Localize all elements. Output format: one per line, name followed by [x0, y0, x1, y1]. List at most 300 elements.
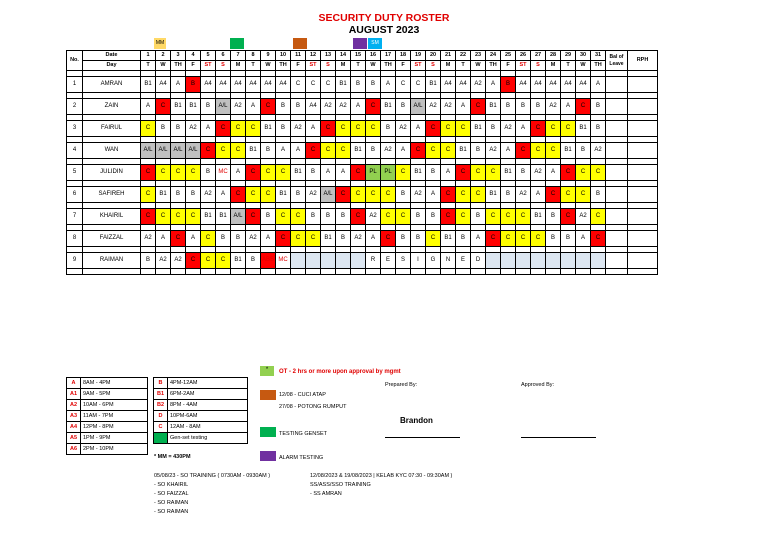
legend-time: 6PM-2AM — [168, 389, 248, 400]
date-cell: 16 — [366, 51, 381, 61]
shift-cell: B — [546, 209, 561, 225]
spacer-cell — [471, 269, 486, 275]
shift-cell: C — [501, 209, 516, 225]
shift-cell: PL — [366, 165, 381, 181]
shift-cell: D — [471, 253, 486, 269]
alarm-marker — [353, 38, 367, 49]
date-cell: 25 — [501, 51, 516, 61]
row-number: 7 — [67, 209, 83, 225]
shift-cell: A4 — [261, 77, 276, 93]
shift-cell: C — [396, 165, 411, 181]
shift-cell: A4 — [561, 77, 576, 93]
shift-cell: A — [276, 143, 291, 159]
row-number: 5 — [67, 165, 83, 181]
shift-cell: C — [306, 231, 321, 247]
alarm-swatch — [260, 451, 276, 461]
shift-cell: B1 — [201, 209, 216, 225]
roster-row — [67, 165, 658, 181]
shift-cell: B — [336, 209, 351, 225]
legend-time: 8AM - 4PM — [81, 378, 148, 389]
spacer-cell — [426, 269, 441, 275]
shift-cell: A2 — [471, 77, 486, 93]
shift-cell: B — [231, 231, 246, 247]
shift-cell: A — [591, 77, 606, 93]
shift-cell: A — [576, 231, 591, 247]
shift-cell: B1 — [321, 231, 336, 247]
shift-cell: A — [396, 143, 411, 159]
shift-cell: A — [411, 121, 426, 137]
shift-cell: C — [291, 209, 306, 225]
ot-swatch: * — [260, 366, 274, 376]
shift-cell: C — [456, 165, 471, 181]
shift-legend-a — [66, 377, 148, 455]
day-cell: F — [501, 61, 516, 71]
mm-note: * MM = 430PM — [154, 454, 191, 460]
date-cell: 26 — [516, 51, 531, 61]
row-number: 6 — [67, 187, 83, 203]
shift-cell: B — [546, 231, 561, 247]
legend-time: 8PM - 4AM — [168, 400, 248, 411]
shift-cell: B1 — [471, 121, 486, 137]
balance-leave-cell — [606, 143, 628, 159]
shift-cell: C — [486, 165, 501, 181]
spacer-cell — [186, 269, 201, 275]
shift-cell: C — [336, 143, 351, 159]
shift-cell: C — [156, 209, 171, 225]
shift-cell: A4 — [231, 77, 246, 93]
genset-swatch — [260, 427, 276, 437]
roster-row — [67, 253, 658, 269]
shift-cell: A/L — [186, 143, 201, 159]
shift-cell: C — [261, 187, 276, 203]
shift-cell: B1 — [561, 143, 576, 159]
shift-cell: B — [531, 99, 546, 115]
genset-marker — [230, 38, 244, 49]
shift-cell: A2 — [576, 209, 591, 225]
spacer-cell — [516, 269, 531, 275]
spacer-cell — [306, 269, 321, 275]
shift-cell: A2 — [516, 187, 531, 203]
date-cell: 24 — [486, 51, 501, 61]
shift-cell: C — [141, 121, 156, 137]
shift-cell: C — [411, 143, 426, 159]
legend-time: Gen-set testing — [168, 433, 248, 444]
shift-cell: C — [561, 165, 576, 181]
shift-cell: C — [486, 231, 501, 247]
shift-cell: A/L — [156, 143, 171, 159]
shift-cell: C — [441, 209, 456, 225]
shift-cell: A2 — [141, 231, 156, 247]
header-balance-of-leave: Bal of Leave — [606, 51, 628, 71]
shift-cell: B1 — [186, 99, 201, 115]
balance-leave-cell — [606, 231, 628, 247]
legend-time: 9AM - 5PM — [81, 389, 148, 400]
shift-cell: C — [351, 165, 366, 181]
staff-name: SAFIREH — [83, 187, 141, 203]
staff-name: ZAIN — [83, 99, 141, 115]
header-no: No. — [67, 51, 83, 71]
shift-cell: B — [201, 165, 216, 181]
date-cell: 20 — [426, 51, 441, 61]
shift-cell: C — [171, 165, 186, 181]
shift-cell: A2 — [546, 99, 561, 115]
shift-cell: C — [591, 209, 606, 225]
legend-code — [154, 433, 168, 444]
shift-cell: C — [531, 121, 546, 137]
date-cell: 6 — [216, 51, 231, 61]
training-1-name: - SO RAIMAN — [154, 509, 189, 515]
date-cell: 31 — [591, 51, 606, 61]
shift-cell: C — [186, 209, 201, 225]
shift-cell: B1 — [141, 77, 156, 93]
legend-code: C — [154, 422, 168, 433]
shift-cell: C — [201, 143, 216, 159]
ot-note: OT - 2 hrs or more upon approval by mgmt — [279, 369, 401, 375]
legend-time: 4PM-12AM — [168, 378, 248, 389]
shift-cell: C — [441, 121, 456, 137]
shift-cell: B — [351, 77, 366, 93]
shift-cell: C — [321, 143, 336, 159]
shift-cell: A2 — [291, 121, 306, 137]
shift-cell: PL — [381, 165, 396, 181]
date-cell: 8 — [246, 51, 261, 61]
shift-cell: B — [171, 121, 186, 137]
shift-cell — [306, 253, 321, 269]
shift-cell: C — [171, 231, 186, 247]
shift-cell: C — [456, 187, 471, 203]
roster-row — [67, 231, 658, 247]
legend-row — [67, 444, 148, 455]
shift-cell: A — [171, 77, 186, 93]
shift-cell: B — [561, 231, 576, 247]
shift-cell: B — [501, 99, 516, 115]
shift-cell: C — [321, 77, 336, 93]
shift-cell: A — [291, 143, 306, 159]
shift-cell: B1 — [261, 121, 276, 137]
shift-cell: C — [591, 231, 606, 247]
shift-cell: C — [351, 121, 366, 137]
shift-cell: A4 — [276, 77, 291, 93]
day-cell: M — [546, 61, 561, 71]
date-cell: 15 — [351, 51, 366, 61]
day-cell: TH — [381, 61, 396, 71]
date-cell: 13 — [321, 51, 336, 61]
shift-cell: B1 — [381, 99, 396, 115]
shift-cell: C — [516, 143, 531, 159]
shift-cell: C — [246, 165, 261, 181]
shift-cell: B1 — [486, 187, 501, 203]
header-day: Day — [83, 61, 141, 71]
shift-cell: A4 — [546, 77, 561, 93]
shift-cell: C — [186, 253, 201, 269]
shift-cell: C — [231, 143, 246, 159]
shift-cell: C — [546, 143, 561, 159]
spacer-cell — [531, 269, 546, 275]
legend-time: 10PM-6AM — [168, 411, 248, 422]
legend-time: 2PM - 10PM — [81, 444, 148, 455]
shift-cell: B1 — [171, 99, 186, 115]
shift-cell: C — [171, 209, 186, 225]
legend-row — [67, 411, 148, 422]
shift-cell — [576, 253, 591, 269]
shift-cell: A — [246, 99, 261, 115]
shift-cell: B1 — [336, 77, 351, 93]
rph-cell — [628, 121, 658, 137]
shift-cell: C — [486, 209, 501, 225]
shift-cell: I — [411, 253, 426, 269]
shift-cell — [546, 253, 561, 269]
prepared-signature-line — [385, 437, 460, 438]
roster-month: AUGUST 2023 — [348, 24, 420, 36]
cuci-marker — [293, 38, 307, 49]
shift-cell: A2 — [246, 231, 261, 247]
shift-cell: A2 — [486, 143, 501, 159]
date-cell: 12 — [306, 51, 321, 61]
date-cell: 3 — [171, 51, 186, 61]
rph-cell — [628, 143, 658, 159]
day-cell: F — [291, 61, 306, 71]
day-cell: T — [141, 61, 156, 71]
rph-cell — [628, 165, 658, 181]
day-cell: S — [321, 61, 336, 71]
shift-cell: C — [141, 187, 156, 203]
header-date: Date — [83, 51, 141, 61]
shift-cell: C — [276, 231, 291, 247]
shift-cell: A/L — [231, 209, 246, 225]
shift-cell — [351, 253, 366, 269]
approved-by-label: Approved By: — [521, 382, 555, 388]
legend-code: B2 — [154, 400, 168, 411]
shift-cell: C — [366, 187, 381, 203]
shift-cell: A — [366, 231, 381, 247]
shift-cell: A4 — [531, 77, 546, 93]
spacer-cell — [83, 269, 141, 275]
shift-cell: A — [231, 165, 246, 181]
legend-code: B — [154, 378, 168, 389]
shift-cell: A4 — [516, 77, 531, 93]
shift-cell: B — [411, 231, 426, 247]
rph-cell — [628, 253, 658, 269]
spacer-cell — [366, 269, 381, 275]
shift-cell: C — [351, 187, 366, 203]
legend-time: 12PM - 8PM — [81, 422, 148, 433]
legend-code: A — [67, 378, 81, 389]
roster-row — [67, 77, 658, 93]
shift-cell: C — [291, 231, 306, 247]
shift-cell: B — [516, 165, 531, 181]
shift-cell: B — [306, 165, 321, 181]
spacer-cell — [231, 269, 246, 275]
shift-cell: B — [291, 99, 306, 115]
spacer-cell — [606, 269, 628, 275]
shift-cell: B — [246, 253, 261, 269]
cuci-swatch — [260, 390, 276, 400]
date-cell: 5 — [201, 51, 216, 61]
shift-cell: ABS — [261, 253, 276, 269]
shift-cell: B — [171, 187, 186, 203]
date-cell: 18 — [396, 51, 411, 61]
staff-name: AMRAN — [83, 77, 141, 93]
shift-cell: A — [486, 77, 501, 93]
roster-row — [67, 209, 658, 225]
shift-cell: B — [366, 143, 381, 159]
spacer-cell — [576, 269, 591, 275]
spacer-cell — [411, 269, 426, 275]
shift-cell: A4 — [246, 77, 261, 93]
shift-cell: B — [396, 99, 411, 115]
shift-cell: A4 — [201, 77, 216, 93]
legend-code: D — [154, 411, 168, 422]
shift-cell: B — [306, 209, 321, 225]
shift-cell: B1 — [156, 187, 171, 203]
shift-cell: C — [336, 187, 351, 203]
spacer-cell — [156, 269, 171, 275]
spacer-cell — [546, 269, 561, 275]
cuci-note-1: 12/08 - CUCI ATAP — [279, 392, 326, 398]
shift-cell: A — [261, 231, 276, 247]
shift-cell: A2 — [426, 99, 441, 115]
day-cell: ST — [411, 61, 426, 71]
day-cell: F — [396, 61, 411, 71]
shift-cell: B — [276, 121, 291, 137]
shift-cell: E — [381, 253, 396, 269]
shift-cell: C — [201, 231, 216, 247]
shift-cell: C — [381, 231, 396, 247]
shift-cell: B — [291, 187, 306, 203]
date-cell: 30 — [576, 51, 591, 61]
shift-cell: C — [561, 209, 576, 225]
day-cell: ST — [201, 61, 216, 71]
date-cell: 2 — [156, 51, 171, 61]
spacer-cell — [351, 269, 366, 275]
day-cell: TH — [591, 61, 606, 71]
shift-cell: C — [396, 77, 411, 93]
roster-row — [67, 143, 658, 159]
shift-cell: A2 — [231, 99, 246, 115]
shift-cell: C — [576, 99, 591, 115]
shift-cell: B — [261, 209, 276, 225]
spacer-cell — [246, 269, 261, 275]
shift-cell: C — [216, 143, 231, 159]
rph-cell — [628, 187, 658, 203]
shift-cell: C — [531, 231, 546, 247]
shift-cell: A2 — [171, 253, 186, 269]
day-cell: TH — [276, 61, 291, 71]
shift-cell: A — [516, 121, 531, 137]
legend-row — [67, 433, 148, 444]
shift-cell: G — [426, 253, 441, 269]
shift-cell: C — [426, 121, 441, 137]
staff-name: KHAIRIL — [83, 209, 141, 225]
legend-code: A4 — [67, 422, 81, 433]
date-cell: 7 — [231, 51, 246, 61]
shift-cell — [321, 253, 336, 269]
shift-cell: B — [591, 121, 606, 137]
shift-cell: A2 — [156, 253, 171, 269]
shift-cell: B — [396, 187, 411, 203]
date-cell: 28 — [546, 51, 561, 61]
shift-cell: B1 — [246, 143, 261, 159]
prepared-by-label: Prepared By: — [385, 382, 418, 388]
training-1-name: - SO FAIZZAL — [154, 491, 189, 497]
shift-cell: C — [276, 209, 291, 225]
shift-cell: C — [576, 165, 591, 181]
shift-cell — [561, 253, 576, 269]
training-1-name: - SO KHAIRIL — [154, 482, 189, 488]
shift-cell: B1 — [411, 165, 426, 181]
date-cell: 19 — [411, 51, 426, 61]
balance-leave-cell — [606, 209, 628, 225]
shift-cell: C — [501, 231, 516, 247]
shift-cell: C — [306, 143, 321, 159]
shift-cell: C — [246, 209, 261, 225]
shift-cell: C — [396, 209, 411, 225]
roster-row — [67, 99, 658, 115]
legend-row — [154, 389, 248, 400]
shift-cell: A — [501, 143, 516, 159]
shift-cell: A — [351, 99, 366, 115]
spacer-cell — [336, 269, 351, 275]
shift-cell: C — [381, 187, 396, 203]
row-number: 3 — [67, 121, 83, 137]
shift-cell: B — [366, 77, 381, 93]
shift-cell: C — [471, 187, 486, 203]
shift-cell: C — [366, 121, 381, 137]
shift-cell: A — [561, 99, 576, 115]
spacer-cell — [321, 269, 336, 275]
rph-cell — [628, 99, 658, 115]
spacer-cell — [501, 269, 516, 275]
date-cell: 17 — [381, 51, 396, 61]
day-cell: W — [156, 61, 171, 71]
day-cell: M — [441, 61, 456, 71]
shift-cell: B — [261, 143, 276, 159]
day-cell: S — [426, 61, 441, 71]
shift-cell: B — [426, 209, 441, 225]
spacer-cell — [561, 269, 576, 275]
date-cell: 11 — [291, 51, 306, 61]
shift-cell: C — [546, 187, 561, 203]
shift-cell: B — [201, 99, 216, 115]
shift-cell — [531, 253, 546, 269]
shift-cell: A — [216, 187, 231, 203]
shift-cell: A/L — [411, 99, 426, 115]
shift-cell: A4 — [441, 77, 456, 93]
shift-cell: A2 — [501, 121, 516, 137]
shift-cell: C — [261, 99, 276, 115]
training-2-line: SS/ASS/SSO TRAINING — [310, 482, 371, 488]
shift-cell: C — [516, 231, 531, 247]
shift-cell — [501, 253, 516, 269]
day-cell: T — [351, 61, 366, 71]
legend-time: 12AM - 8AM — [168, 422, 248, 433]
day-cell: T — [561, 61, 576, 71]
rph-cell — [628, 231, 658, 247]
spacer-cell — [141, 269, 156, 275]
shift-cell: C — [441, 143, 456, 159]
shift-cell: B — [156, 121, 171, 137]
legend-code: A2 — [67, 400, 81, 411]
legend-code: A3 — [67, 411, 81, 422]
legend-code: A1 — [67, 389, 81, 400]
spacer-cell — [381, 269, 396, 275]
shift-cell — [486, 253, 501, 269]
shift-cell: A — [141, 99, 156, 115]
day-cell: S — [531, 61, 546, 71]
header-rph: RPH — [628, 51, 658, 71]
shift-cell: B1 — [531, 209, 546, 225]
date-cell: 9 — [261, 51, 276, 61]
